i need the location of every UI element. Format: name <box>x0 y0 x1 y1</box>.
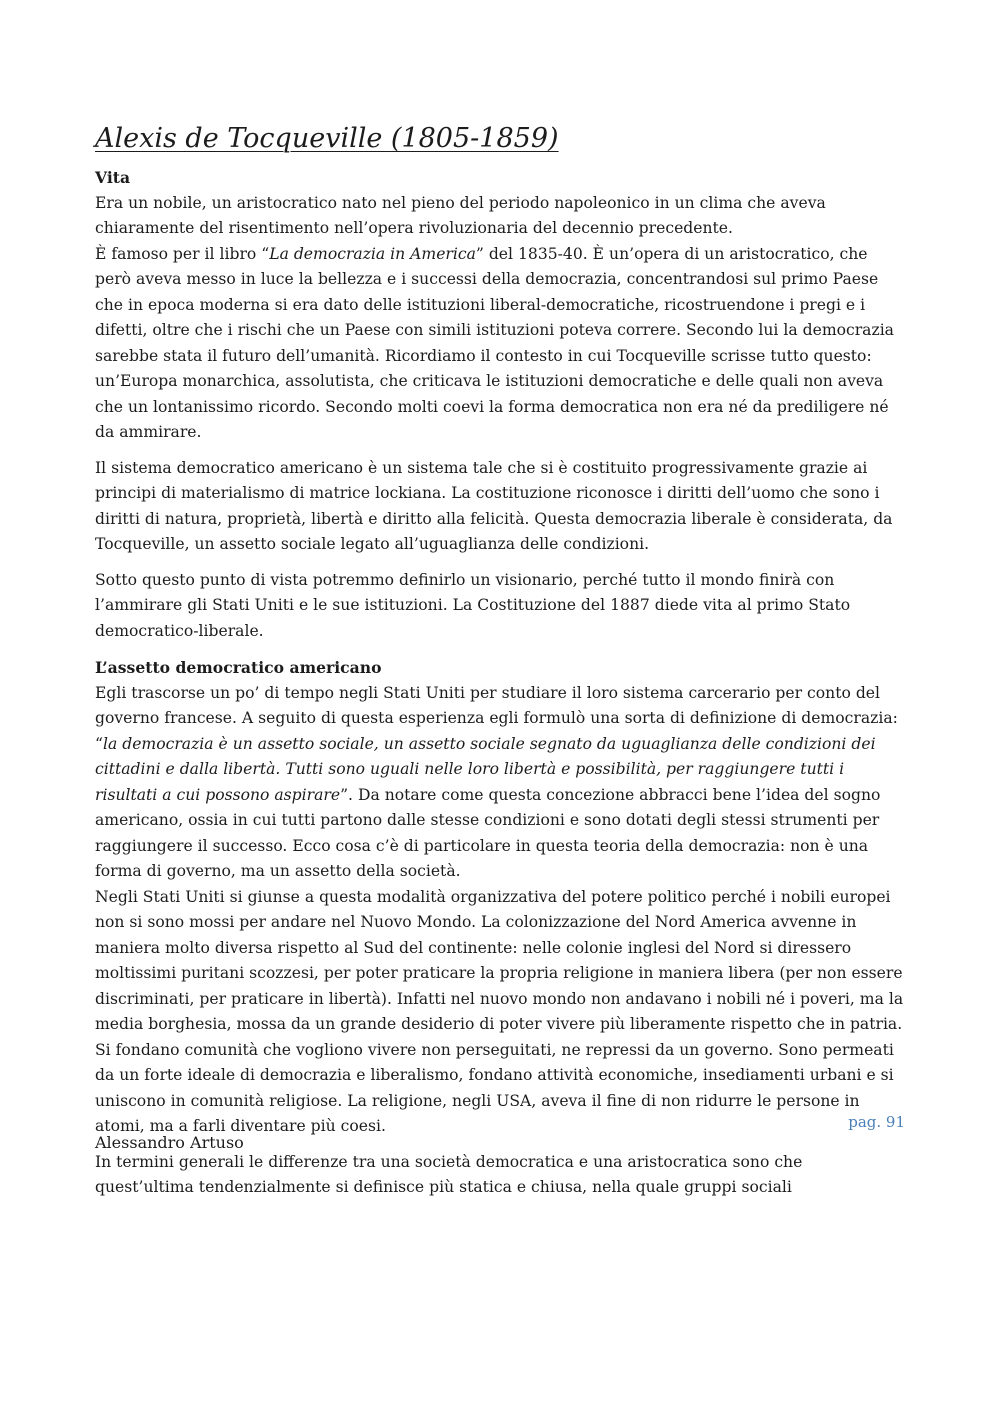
paragraph: Era un nobile, un aristocratico nato nel pieno del periodo napoleonico in un clima che aveva chiaramente del risentimento nell’opera rivoluzionaria del decennio precedente. <box>95 193 826 237</box>
paragraph: Sotto questo punto di vista potremmo definirlo un visionario, perché tutto il mondo finirà con l’ammirare gli Stati Uniti e le sue istituzioni. La Costituzione del 1887 diede vita al primo Stato democratico-liberale. <box>95 570 851 640</box>
section-heading-assetto: L’assetto democratico americano <box>95 658 382 677</box>
book-title: La democrazia in America <box>269 244 476 263</box>
text-run: È famoso per il libro “ <box>95 244 270 263</box>
paragraph <box>95 242 905 446</box>
page-title: Alexis de Tocqueville (1805-1859) <box>95 123 559 154</box>
text-run: ” del 1835-40. È un’opera di un aristocratico, che però aveva messo in luce la bellezza e i successi della democrazia, concentrandosi sul primo Paese che in epoca moderna si era dato delle istituzioni liberal-democratiche, ricostruendone i pregi e i difetti, oltre che i rischi che un Paese con simili istituzioni poteva correre. Secondo lui la democrazia sarebbe stata il futuro dell’umanità. Ricordiamo il contesto in cui Tocqueville scrisse tutto questo: un’Europa monarchica, assolutista, che criticava le istituzioni democratiche e delle quali non aveva che un lontanissimo ricordo. Secondo molti coevi la forma democratica non era né da prediligere né da ammirare. <box>95 244 894 441</box>
paragraph <box>95 681 905 885</box>
text-run: Egli trascorse un po’ di tempo negli Stati Uniti per studiare il loro sistema carcerario per conto del governo francese. A seguito di questa esperienza egli formulò una sorta di definizione di democrazia: “ <box>95 683 898 753</box>
paragraph: Il sistema democratico americano è un sistema tale che si è costituito progressivamente grazie ai principi di materialismo di matrice lockiana. La costituzione riconosce i diritti dell’uomo che sono i diritti di natura, proprietà, libertà e diritto alla felicità. Questa democrazia liberale è considerata, da Tocqueville, un assetto sociale legato all’uguaglianza delle condizioni. <box>95 458 893 553</box>
section-heading-vita: Vita <box>95 168 131 187</box>
page-number: pag. 91 <box>848 1113 905 1131</box>
author-name: Alessandro Artuso <box>95 1133 244 1152</box>
document-body <box>95 120 905 1201</box>
paragraph: In termini generali le differenze tra una società democratica e una aristocratica sono che quest’ultima tendenzialmente si definisce più statica e chiusa, nella quale gruppi sociali <box>95 1152 803 1196</box>
text-run: ”. Da notare come questa concezione abbracci bene l’idea del sogno americano, ossia in cui tutti partono dalle stesse condizioni e sono dotati degli stessi strumenti per raggiungere il successo. Ecco cosa c’è di particolare in questa teoria della democrazia: non è una forma di governo, ma un assetto della società. <box>95 785 881 880</box>
quotation: la democrazia è un assetto sociale, un assetto sociale segnato da uguaglianza delle condizioni dei cittadini e dalla libertà. Tutti sono uguali nelle loro libertà e possibilità, per raggiungere tutti i risultati a cui possono aspirare <box>95 734 876 804</box>
paragraph: Negli Stati Uniti si giunse a questa modalità organizzativa del potere politico perché i nobili europei non si sono mossi per andare nel Nuovo Mondo. La colonizzazione del Nord America avvenne in maniera molto diversa rispetto al Sud del continente: nelle colonie inglesi del Nord si diressero moltissimi puritani scozzesi, per poter praticare la propria religione in maniera libera (per non essere discriminati, per praticare in libertà). Infatti nel nuovo mondo non andavano i nobili né i poveri, ma la media borghesia, mossa da un grande desiderio di poter vivere più liberamente rispetto che in patria. Si fondano comunità che vogliono vivere non perseguitati, ne repressi da un governo. Sono permeati da un forte ideale di democrazia e liberalismo, fondano attività economiche, insediamenti urbani e si uniscono in comunità religiose. La religione, negli USA, aveva il fine di non ridurre le persone in atomi, ma a farli diventare più coesi. <box>95 887 904 1135</box>
